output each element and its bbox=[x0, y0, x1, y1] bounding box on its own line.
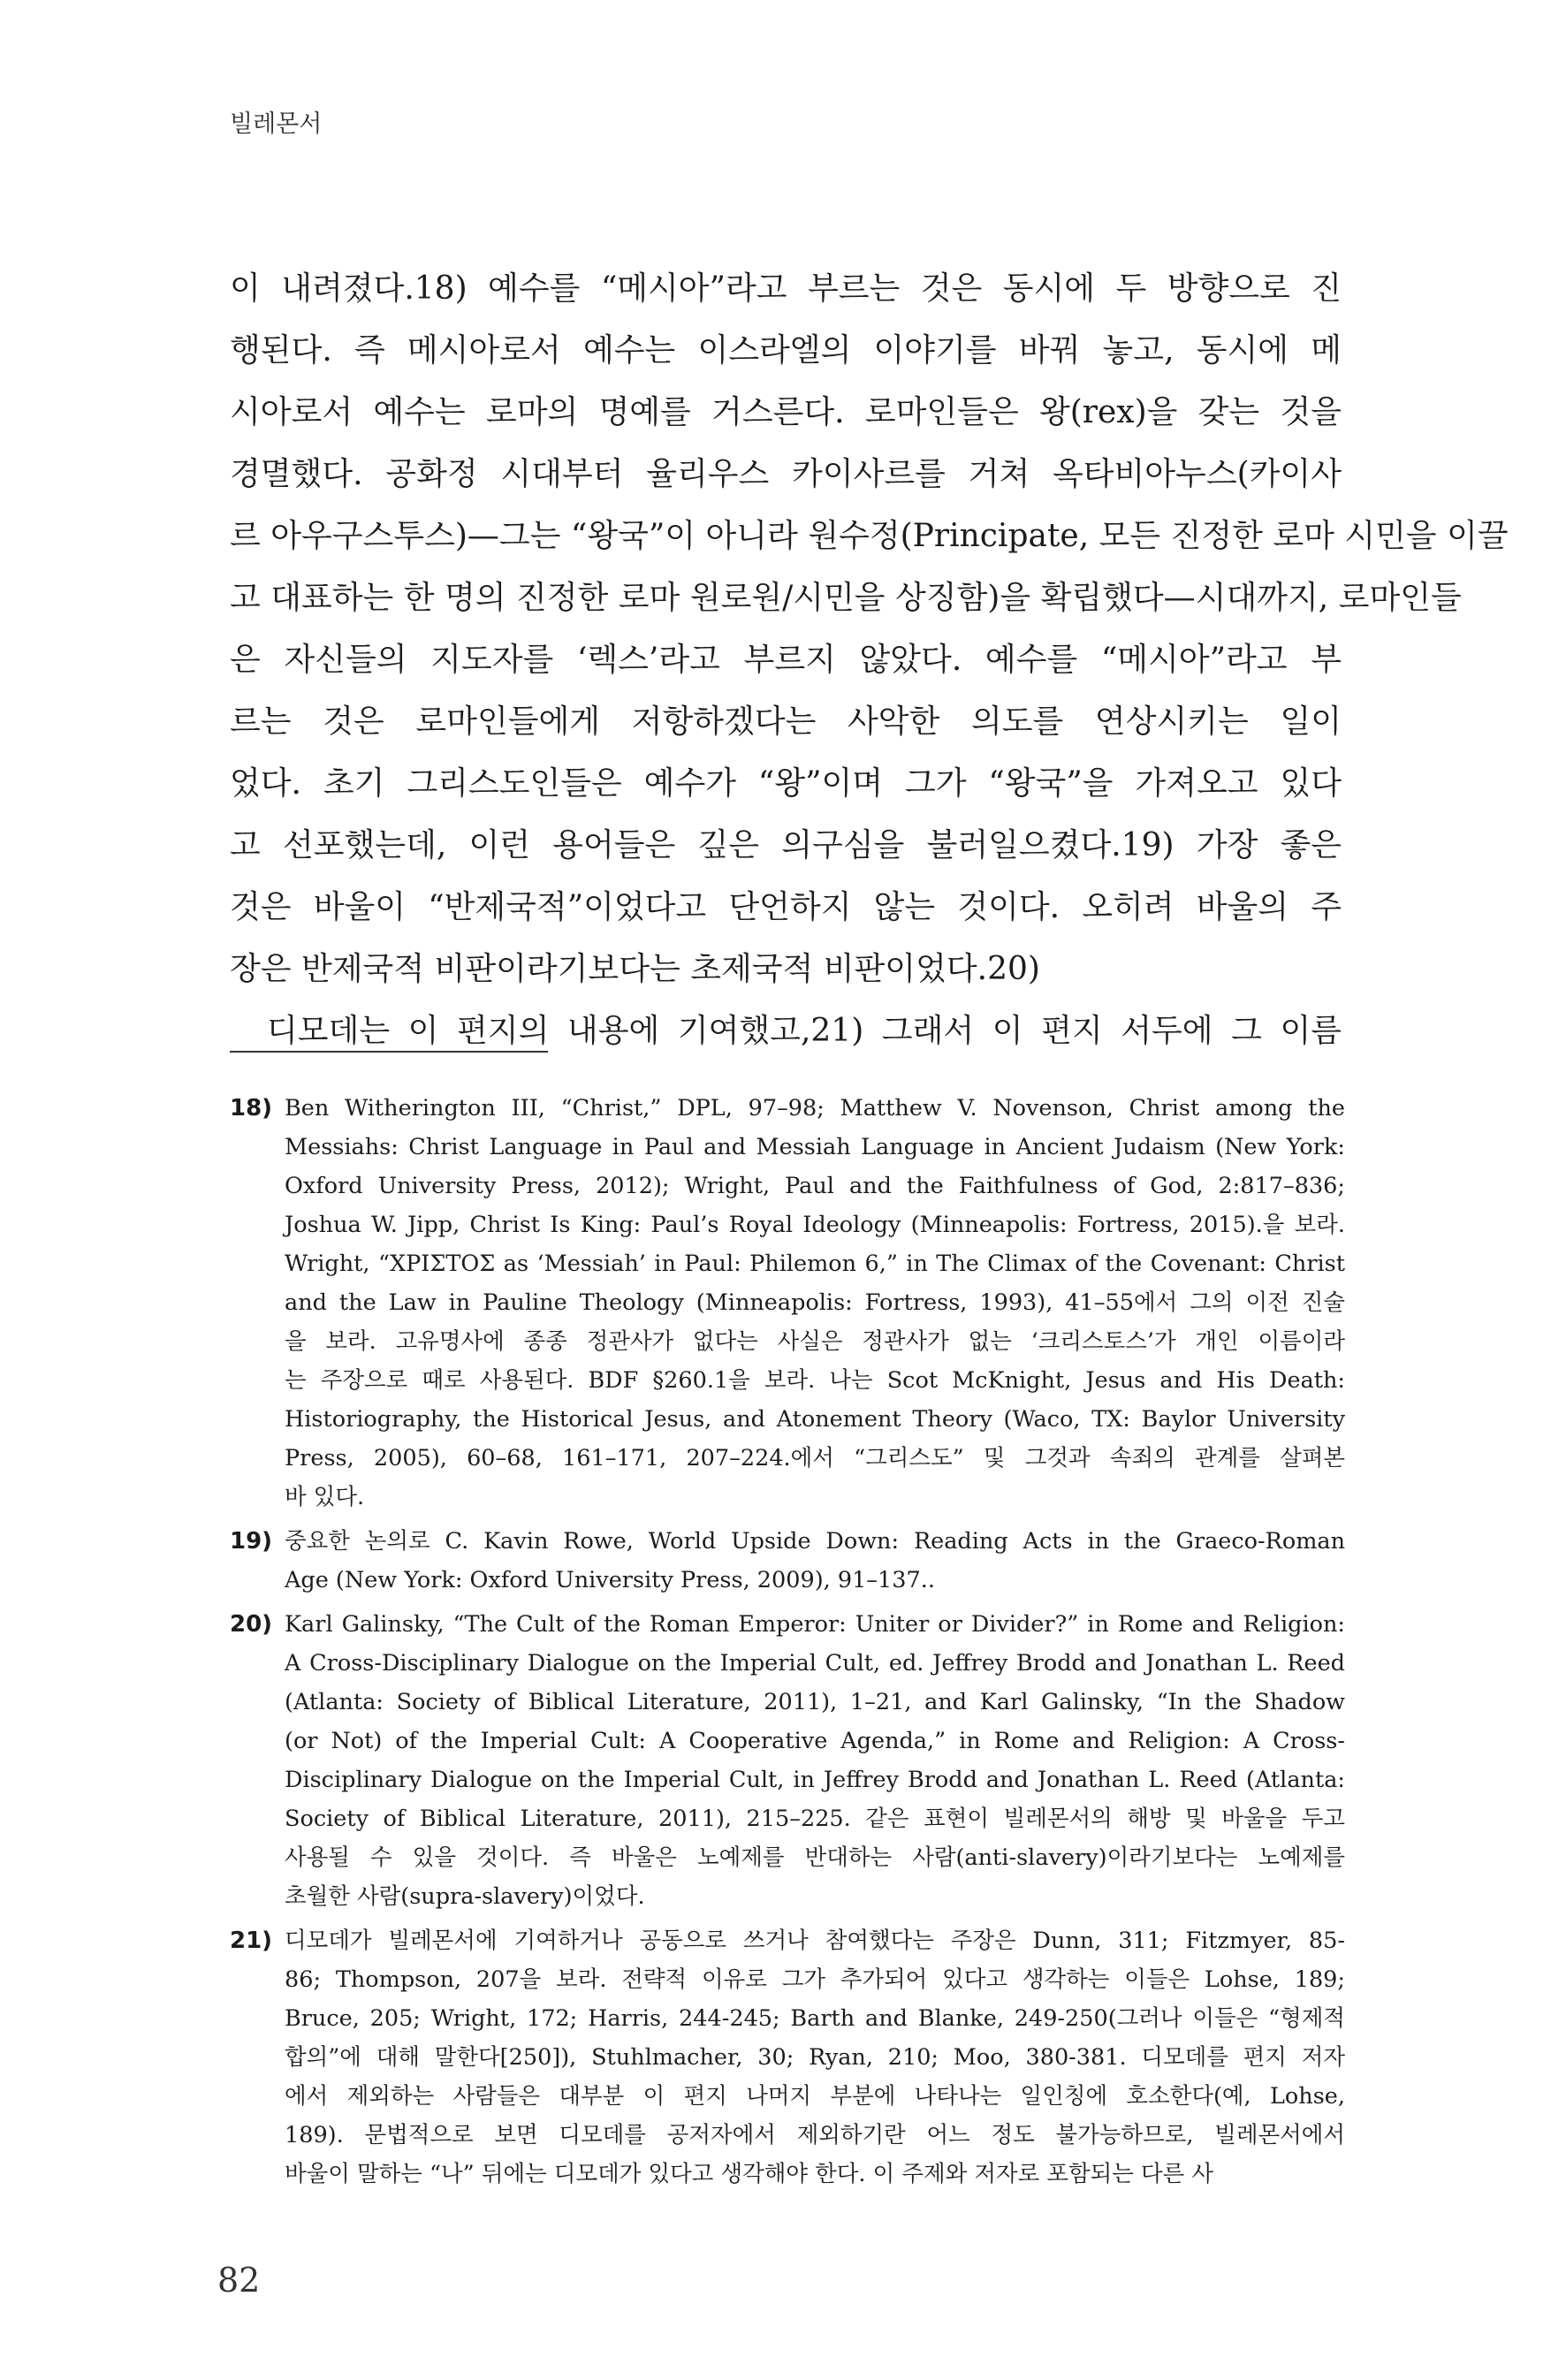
body-line: 디모데는 이 편지의 내용에 기여했고,21) 그래서 이 편지 서두에 그 이름 bbox=[267, 1013, 1342, 1049]
footnotes bbox=[230, 1089, 1345, 2199]
footnote-line: Joshua W. Jipp, Christ Is King: Paul’s Royal Ideology (Minneapolis: Fortress, 2015).을 보라. bbox=[285, 1212, 1345, 1238]
main-body-text bbox=[230, 258, 1509, 1062]
footnote-line: 을 보라. 고유명사에 종종 정관사가 없다는 사실은 정관사가 없는 ‘크리스토스’가 개인 이름이라 bbox=[285, 1328, 1345, 1355]
footnote-line: 189). 문법적으로 보면 디모데를 공저자에서 제외하기란 어느 정도 불가능하므로, 빌레몬서에서 bbox=[285, 2122, 1345, 2148]
body-line: 르는 것은 로마인들에게 저항하겠다는 사악한 의도를 연상시키는 일이 bbox=[230, 703, 1342, 740]
body-line: 것은 바울이 “반제국적”이었다고 단언하지 않는 것이다. 오히려 바울의 주 bbox=[230, 889, 1342, 925]
footnote-line: 바울이 말하는 “나” 뒤에는 디모데가 있다고 생각해야 한다. 이 주제와 저자로 포함되는 다른 사 bbox=[285, 2161, 1213, 2187]
footnote-line: 디모데가 빌레몬서에 기여하거나 공동으로 쓰거나 참여했다는 주장은 Dunn, 311; Fitzmyer, 85- bbox=[285, 1928, 1345, 1954]
footnote-line: 86; Thompson, 207을 보라. 전략적 이유로 그가 추가되어 있다고 생각하는 이들은 Lohse, 189; bbox=[285, 1966, 1345, 1993]
body-line: 은 자신들의 지도자를 ‘렉스’라고 부르지 않았다. 예수를 “메시아”라고 부 bbox=[230, 642, 1342, 678]
footnote-number: 19) bbox=[230, 1528, 273, 1555]
footnote-line: (Atlanta: Society of Biblical Literature, 2011), 1–21, and Karl Galinsky, “In the Shadow bbox=[285, 1689, 1345, 1715]
running-head: 빌레몬서 bbox=[230, 110, 323, 138]
footnote-line: 는 주장으로 때로 사용된다. BDF §260.1을 보라. 나는 Scot McKnight, Jesus and His Death: bbox=[285, 1367, 1345, 1394]
footnote-line: Wright, “ΧΡΙΣΤΟΣ as ‘Messiah’ in Paul: Philemon 6,” in The Climax of the Covenant: Christ bbox=[285, 1251, 1345, 1277]
footnote bbox=[230, 1921, 1345, 2194]
body-line: 행된다. 즉 메시아로서 예수는 이스라엘의 이야기를 바꿔 놓고, 동시에 메 bbox=[230, 332, 1342, 369]
body-line: 시아로서 예수는 로마의 명예를 거스른다. 로마인들은 왕(rex)을 갖는 것을 bbox=[230, 394, 1342, 430]
footnote-line: A Cross-Disciplinary Dialogue on the Imperial Cult, ed. Jeffrey Brodd and Jonathan L. Reed bbox=[285, 1650, 1345, 1677]
footnote-line: Karl Galinsky, “The Cult of the Roman Emperor: Uniter or Divider?” in Rome and Religion: bbox=[285, 1611, 1345, 1638]
footnote bbox=[230, 1522, 1345, 1600]
footnote-line: 에서 제외하는 사람들은 대부분 이 편지 나머지 부분에 나타나는 일인칭에 호소한다(예, Lohse, bbox=[285, 2083, 1345, 2110]
footnote-line: Bruce, 205; Wright, 172; Harris, 244-245; Barth and Blanke, 249-250(그러나 이들은 “형제적 bbox=[285, 2005, 1345, 2032]
footnote-line: 초월한 사람(supra-slavery)이었다. bbox=[285, 1883, 645, 1910]
body-line: 경멸했다. 공화정 시대부터 율리우스 카이사르를 거쳐 옥타비아누스(카이사 bbox=[230, 456, 1342, 492]
footnote bbox=[230, 1089, 1345, 1517]
footnote-line: Oxford University Press, 2012); Wright, Paul and the Faithfulness of God, 2:817–836; bbox=[285, 1173, 1345, 1199]
footnote-separator bbox=[230, 1051, 548, 1053]
footnote-line: 중요한 논의로 C. Kavin Rowe, World Upside Down: Reading Acts in the Graeco-Roman bbox=[285, 1528, 1345, 1555]
footnote-line: Messiahs: Christ Language in Paul and Messiah Language in Ancient Judaism (New York: bbox=[285, 1134, 1345, 1160]
body-line: 이 내려졌다.18) 예수를 “메시아”라고 부르는 것은 동시에 두 방향으로 진 bbox=[230, 270, 1342, 307]
footnote-number: 18) bbox=[230, 1095, 273, 1122]
body-line: 었다. 초기 그리스도인들은 예수가 “왕”이며 그가 “왕국”을 가져오고 있다 bbox=[230, 765, 1342, 802]
body-line: 르 아우구스투스)—그는 “왕국”이 아니라 원수정(Principate, 모든 진정한 로마 시민을 이끌 bbox=[230, 518, 1509, 554]
footnote bbox=[230, 1605, 1345, 1916]
footnote-line: Press, 2005), 60–68, 161–171, 207–224.에서 “그리스도” 및 그것과 속죄의 관계를 살펴본 bbox=[285, 1445, 1345, 1471]
footnote-number: 20) bbox=[230, 1611, 273, 1638]
footnote-line: Historiography, the Historical Jesus, and Atonement Theory (Waco, TX: Baylor University bbox=[285, 1406, 1345, 1433]
body-line: 고 선포했는데, 이런 용어들은 깊은 의구심을 불러일으켰다.19) 가장 좋은 bbox=[230, 827, 1342, 863]
footnote-line: Society of Biblical Literature, 2011), 215–225. 같은 표현이 빌레몬서의 해방 및 바울을 두고 bbox=[285, 1806, 1345, 1832]
footnote-line: (or Not) of the Imperial Cult: A Cooperative Agenda,” in Rome and Religion: A Cross- bbox=[285, 1728, 1345, 1754]
body-line: 장은 반제국적 비판이라기보다는 초제국적 비판이었다.20) bbox=[230, 951, 1040, 987]
footnote-number: 21) bbox=[230, 1928, 273, 1954]
footnote-line: Ben Witherington III, “Christ,” DPL, 97–98; Matthew V. Novenson, Christ among the bbox=[285, 1095, 1345, 1122]
footnote-line: 합의”에 대해 말한다[250]), Stuhlmacher, 30; Ryan, 210; Moo, 380-381. 디모데를 편지 저자 bbox=[285, 2044, 1345, 2071]
footnote-line: Age (New York: Oxford University Press, 2009), 91–137.. bbox=[285, 1567, 935, 1593]
body-line: 고 대표하는 한 명의 진정한 로마 원로원/시민을 상징함)을 확립했다—시대까지, 로마인들 bbox=[230, 580, 1462, 616]
footnote-line: 바 있다. bbox=[285, 1484, 365, 1510]
footnote-line: Disciplinary Dialogue on the Imperial Cult, in Jeffrey Brodd and Jonathan L. Reed (Atlanta: bbox=[285, 1767, 1345, 1793]
footnote-line: 사용될 수 있을 것이다. 즉 바울은 노예제를 반대하는 사람(anti-slavery)이라기보다는 노예제를 bbox=[285, 1844, 1345, 1871]
footnote-line: and the Law in Pauline Theology (Minneapolis: Fortress, 1993), 41–55에서 그의 이전 진술 bbox=[285, 1289, 1345, 1316]
page-number: 82 bbox=[217, 2261, 261, 2300]
